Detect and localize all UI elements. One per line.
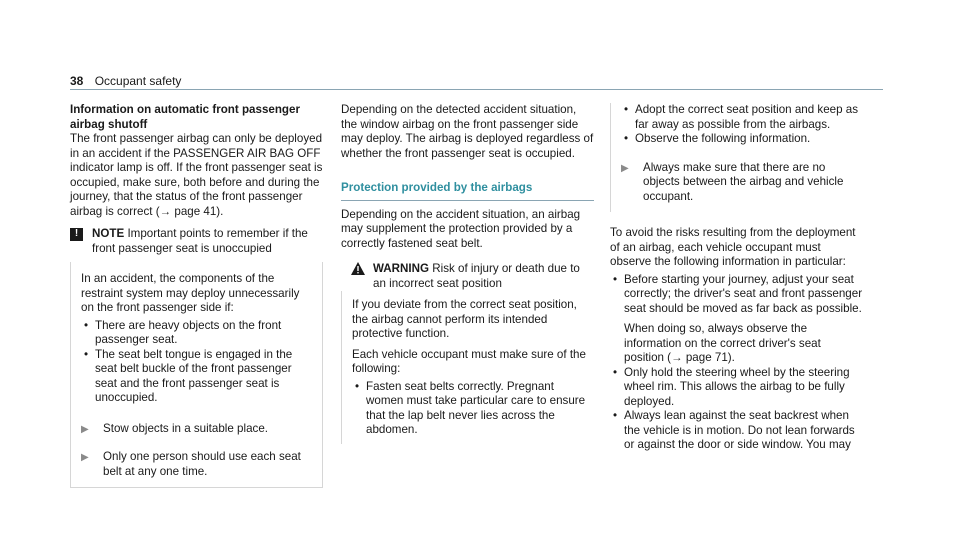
warning-paragraph: Each vehicle occupant must make sure of the following: [352, 347, 586, 375]
section-heading: Protection provided by the airbags [341, 181, 594, 201]
list-item: • Adopt the correct seat position and keep as far away as possible from the airbags. [621, 103, 863, 132]
note-icon: ! [70, 228, 83, 241]
note-bullets [81, 319, 312, 406]
list-item: • Always lean against the seat backrest when the vehicle is in motion. Do not lean forwards or against the door or side window. You may [610, 409, 863, 453]
warning-paragraph: If you deviate from the correct seat position, the airbag cannot perform its intended protective function. [352, 298, 577, 340]
warning-continuation [610, 103, 863, 212]
list-item: • Fasten seat belts correctly. Pregnant women must take particular care to ensure that the lap belt never lies across the abdomen. [352, 380, 594, 438]
list-item: • The seat belt tongue is engaged in the seat belt buckle of the front passenger seat and the front passenger seat is unoccupied. [81, 348, 312, 406]
note-box [70, 262, 323, 488]
body-paragraph: To avoid the risks resulting from the deployment of an airbag, each vehicle occupant must observe the following information in particular: [610, 226, 856, 268]
list-item [610, 273, 863, 366]
column-2 [341, 103, 594, 444]
list-item: • Only hold the steering wheel by the steering wheel rim. This allows the airbag to be fully deployed. [610, 366, 863, 410]
note-label: NOTE [92, 227, 125, 240]
note-body: In an accident, the components of the restraint system may deploy unnecessarily on the front passenger side if: [81, 272, 300, 314]
arrow-right-icon: ▶ [621, 162, 629, 174]
list-item-text: When doing so, always observe the information on the correct driver's seat position (→ page 71). [624, 322, 821, 364]
intro-paragraph: The front passenger airbag can only be deployed in an accident if the PASSENGER AIR BAG OFF indicator lamp is off. If the front passenger seat is occupied, make sure, both before and during the journey, that the status of the front passenger airbag is correct (→ page 41). [70, 132, 323, 218]
arrow-right-icon: ▶ [81, 423, 89, 435]
instruction-text: Stow objects in a suitable place. [103, 421, 268, 435]
header-divider [70, 89, 883, 90]
list-item: • Observe the following information. [621, 132, 863, 147]
instruction-step [621, 161, 863, 205]
section-title: Occupant safety [94, 74, 182, 88]
instruction-text: Only one person should use each seat belt at any one time. [103, 450, 301, 478]
page-number: 38 [70, 74, 84, 88]
warning-text: Risk of injury or death due to an incorrect seat position [373, 262, 580, 290]
note-heading [70, 227, 323, 256]
list-item: • There are heavy objects on the front passenger seat. [81, 319, 312, 348]
instruction-step [81, 422, 312, 438]
list-item-text: • Before starting your journey, adjust your seat correctly; the driver's seat and front passenger seat should be moved as far back as possible. [624, 272, 863, 315]
warning-label: WARNING [373, 262, 430, 275]
warning-bullets-continued [621, 103, 863, 147]
bullet-list [610, 273, 863, 453]
subsection-title: Information on automatic front passenger airbag shutoff [70, 103, 300, 131]
warning-heading [341, 262, 594, 291]
instruction-step [81, 450, 312, 479]
arrow-right-icon: ▶ [81, 452, 89, 463]
warning-bullets [352, 380, 594, 438]
intro-paragraph: Depending on the detected accident situation, the window airbag on the front passenger side may deploy. The airbag is deployed regardless of whether the front passenger seat is occupied. [341, 103, 594, 160]
section-body: Depending on the accident situation, an airbag may supplement the protection provided by a correctly fastened seat belt. [341, 207, 581, 250]
column-1 [70, 103, 323, 488]
warning-body [341, 291, 594, 444]
warning-triangle-icon [351, 262, 366, 291]
note-text: Important points to remember if the front passenger seat is unoccupied [92, 227, 308, 255]
column-3 [610, 103, 863, 453]
instruction-text: Always make sure that there are no objects between the airbag and vehicle occupant. [643, 160, 844, 203]
page-header [70, 74, 181, 88]
